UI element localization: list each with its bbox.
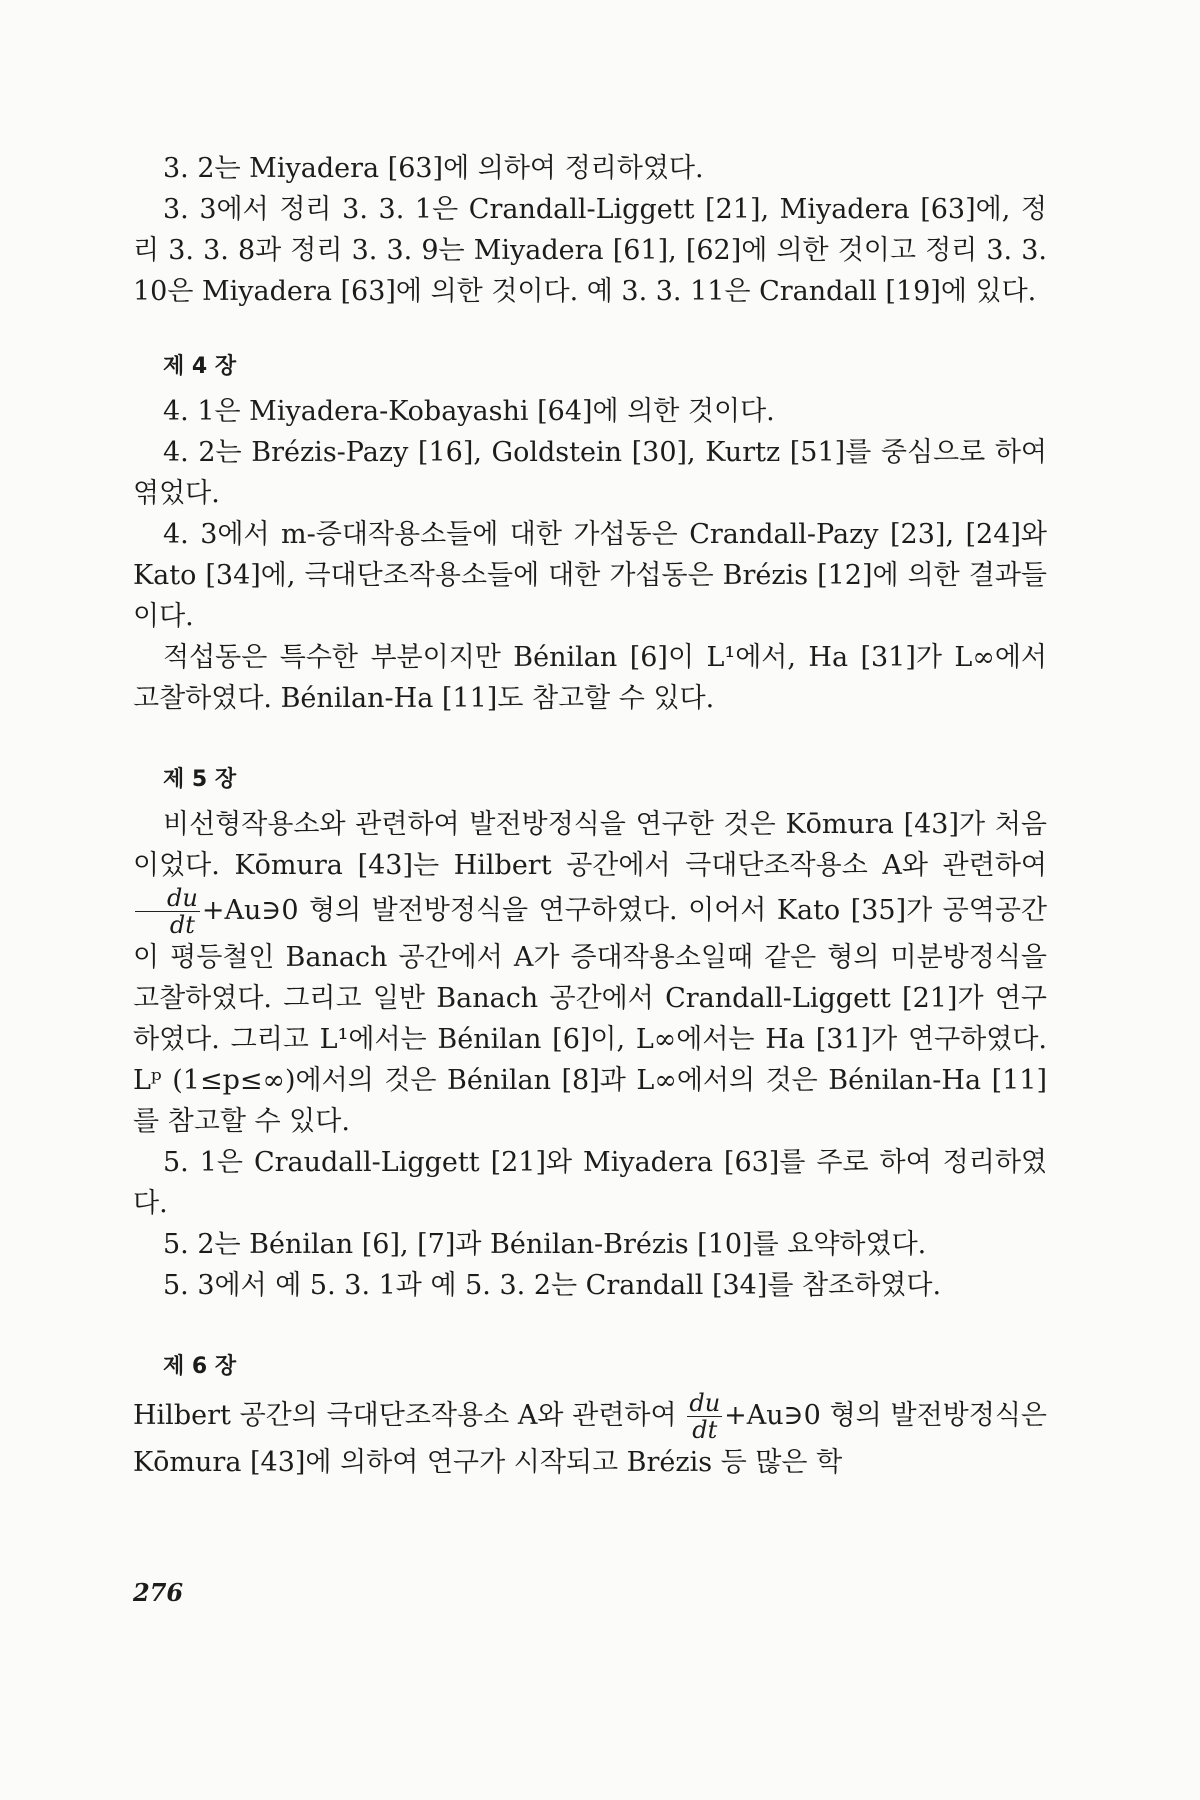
paragraph: 4. 3에서 m-증대작용소들에 대한 가섭동은 Crandall-Pazy [23], [24]와 Kato [34]에, 극대단조작용소들에 대한 가섭동은 Brézis [12]에 의한 결과들이다.: [133, 519, 1047, 632]
chapter-4-heading: 제 4 장: [163, 354, 237, 379]
page-body: [133, 148, 1047, 1483]
du-dt-fraction: [135, 886, 200, 937]
fraction-denominator: dt: [169, 911, 195, 939]
paragraph: 5. 1은 Craudall-Liggett [21]와 Miyadera [63]를 주로 하여 정리하였다.: [133, 1147, 1047, 1219]
paragraph: 4. 1은 Miyadera-Kobayashi [64]에 의한 것이다.: [163, 396, 775, 427]
page-number: 276: [133, 1578, 184, 1607]
paragraph: 적섭동은 특수한 부분이지만 Bénilan [6]이 L¹에서, Ha [31]가 L∞에서 고찰하였다. Bénilan-Ha [11]도 참고할 수 있다.: [133, 642, 1047, 714]
text-run: +Au∋0 형의 발전방정식은 Kōmura [43]에 의하여 연구가 시작되고 Brézis 등 많은 학: [133, 1400, 1047, 1478]
text-run: +Au∋0 형의 발전방정식을 연구하였다. 이어서 Kato [35]가 공역공간이 평등철인 Banach 공간에서 A가 증대작용소일때 같은 형의 미분방정식을 고찰하였다. 그리고 일반 Banach 공간에서 Crandall-Liggett [21]가 연구하였다. 그리고 L¹에서는 Bénilan [6]이, L∞에서는 Ha [31]가 연구하였다. Lᵖ (1≤p≤∞)에서의 것은 Bénilan [8]과 L∞에서의 것은 Bénilan-Ha [11]를 참고할 수 있다.: [133, 895, 1047, 1137]
paragraph: 3. 3에서 정리 3. 3. 1은 Crandall-Liggett [21], Miyadera [63]에, 정리 3. 3. 8과 정리 3. 3. 9는 Miyadera [61], [62]에 의한 것이고 정리 3. 3. 10은 Miyadera [63]에 의한 것이다. 예 3. 3. 11은 Crandall [19]에 있다.: [133, 194, 1047, 307]
chapter-6-heading: 제 6 장: [163, 1354, 237, 1379]
fraction-numerator: du: [135, 886, 200, 912]
paragraph: [133, 804, 1047, 1142]
text-run: 비선형작용소와 관련하여 발전방정식을 연구한 것은 Kōmura [43]가 처음이었다. Kōmura [43]는 Hilbert 공간에서 극대단조작용소 A와 관련하여: [133, 809, 1047, 881]
paragraph: 5. 2는 Bénilan [6], [7]과 Bénilan-Brézis [10]를 요약하였다.: [163, 1229, 927, 1260]
paragraph: [133, 1391, 1047, 1483]
du-dt-fraction: [687, 1391, 722, 1442]
fraction-denominator: dt: [692, 1416, 718, 1444]
paragraph: 4. 2는 Brézis-Pazy [16], Goldstein [30], Kurtz [51]를 중심으로 하여 엮었다.: [133, 437, 1047, 509]
chapter-5-heading: 제 5 장: [163, 767, 237, 792]
fraction-numerator: du: [689, 1389, 721, 1417]
paragraph: 3. 2는 Miyadera [63]에 의하여 정리하였다.: [163, 153, 704, 184]
text-run: Hilbert 공간의 극대단조작용소 A와 관련하여: [133, 1400, 677, 1431]
paragraph: 5. 3에서 예 5. 3. 1과 예 5. 3. 2는 Crandall [34]를 참조하였다.: [163, 1270, 942, 1301]
